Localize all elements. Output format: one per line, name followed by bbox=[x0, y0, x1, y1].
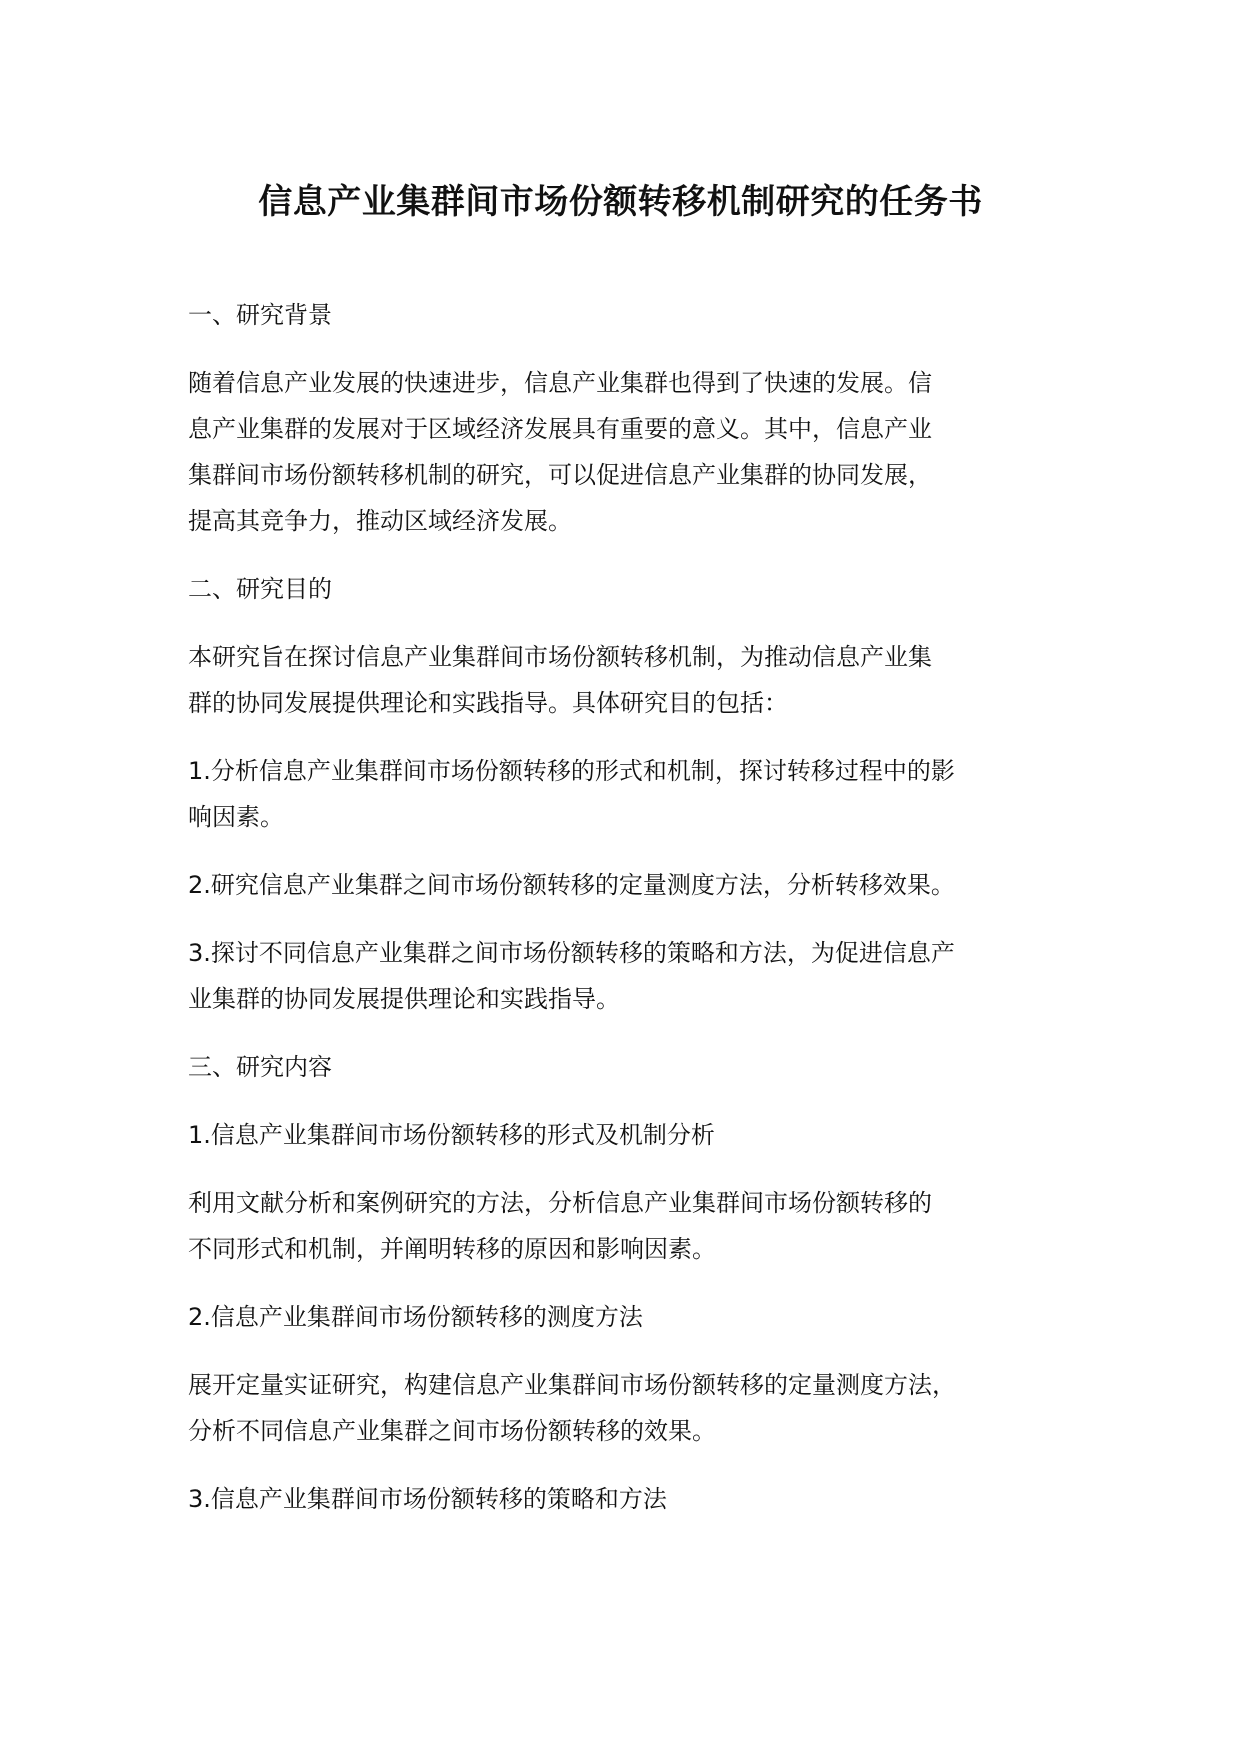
paragraph-line: 3.探讨不同信息产业集群之间市场份额转移的策略和方法，为促进信息产 bbox=[188, 939, 955, 967]
paragraph-line: 响因素。 bbox=[188, 803, 284, 831]
subheading-text: 1.信息产业集群间市场份额转移的形式及机制分析 bbox=[188, 1121, 715, 1149]
subheading-text: 3.信息产业集群间市场份额转移的策略和方法 bbox=[188, 1485, 667, 1513]
section-heading-text: 三、研究内容 bbox=[188, 1053, 332, 1081]
paragraph-line: 息产业集群的发展对于区域经济发展具有重要的意义。其中，信息产业 bbox=[188, 415, 932, 443]
paragraph-line: 提高其竞争力，推动区域经济发展。 bbox=[188, 507, 572, 535]
document-body bbox=[188, 292, 1088, 1544]
paragraph-line: 随着信息产业发展的快速进步，信息产业集群也得到了快速的发展。信 bbox=[188, 369, 932, 397]
subheading-text: 2.信息产业集群间市场份额转移的测度方法 bbox=[188, 1303, 643, 1331]
content-subheading-2 bbox=[188, 1294, 1088, 1340]
content-paragraph-2 bbox=[188, 1362, 1088, 1454]
paragraph-line: 分析不同信息产业集群之间市场份额转移的效果。 bbox=[188, 1417, 716, 1445]
section-heading-objective bbox=[188, 566, 1088, 612]
paragraph-line: 业集群的协同发展提供理论和实践指导。 bbox=[188, 985, 620, 1013]
paragraph-objective-intro bbox=[188, 634, 1088, 726]
paragraph-line: 展开定量实证研究，构建信息产业集群间市场份额转移的定量测度方法， bbox=[188, 1371, 956, 1399]
objective-item-1 bbox=[188, 748, 1088, 840]
content-subheading-1 bbox=[188, 1112, 1088, 1158]
section-heading-background bbox=[188, 292, 1088, 338]
paragraph-line: 不同形式和机制，并阐明转移的原因和影响因素。 bbox=[188, 1235, 716, 1263]
section-heading-text: 二、研究目的 bbox=[188, 575, 332, 603]
document-title: 信息产业集群间市场份额转移机制研究的任务书 bbox=[258, 182, 983, 222]
section-heading-text: 一、研究背景 bbox=[188, 301, 332, 329]
objective-item-3 bbox=[188, 930, 1088, 1022]
section-heading-content bbox=[188, 1044, 1088, 1090]
paragraph-line: 1.分析信息产业集群间市场份额转移的形式和机制，探讨转移过程中的影 bbox=[188, 757, 955, 785]
paragraph-background bbox=[188, 360, 1088, 544]
paragraph-line: 集群间市场份额转移机制的研究，可以促进信息产业集群的协同发展， bbox=[188, 461, 932, 489]
paragraph-line: 本研究旨在探讨信息产业集群间市场份额转移机制，为推动信息产业集 bbox=[188, 643, 932, 671]
content-paragraph-1 bbox=[188, 1180, 1088, 1272]
content-subheading-3 bbox=[188, 1476, 1088, 1522]
objective-item-2 bbox=[188, 862, 1088, 908]
paragraph-line: 利用文献分析和案例研究的方法，分析信息产业集群间市场份额转移的 bbox=[188, 1189, 932, 1217]
paragraph-line: 2.研究信息产业集群之间市场份额转移的定量测度方法，分析转移效果。 bbox=[188, 871, 955, 899]
paragraph-line: 群的协同发展提供理论和实践指导。具体研究目的包括： bbox=[188, 689, 788, 717]
